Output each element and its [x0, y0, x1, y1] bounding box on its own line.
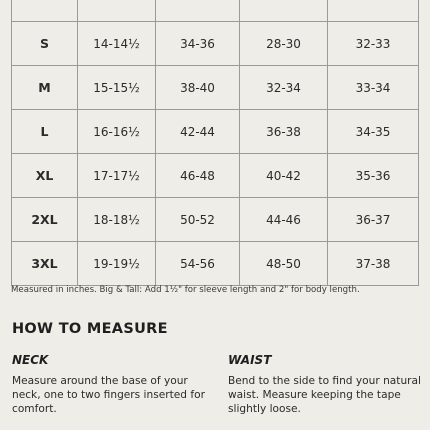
neck-heading: NECK	[12, 353, 49, 367]
chest-cell: 54-56	[156, 242, 240, 286]
waist-cell: 32-34	[240, 66, 328, 110]
header-chest	[156, 0, 240, 22]
size-cell: S	[12, 22, 78, 66]
neck-instructions: Measure around the base of your neck, one to two fingers inserted for comfort.	[12, 375, 205, 415]
neck-cell: 14-14½	[78, 22, 156, 66]
sleeve-cell: 35-36	[328, 154, 419, 198]
table-row	[12, 110, 419, 154]
sleeve-cell: 32-33	[328, 22, 419, 66]
table-row	[12, 66, 419, 110]
waist-instructions: Bend to the side to find your natural waist. Measure keeping the tape slightly loose.	[228, 375, 421, 415]
table-row	[12, 198, 419, 242]
sleeve-cell: 36-37	[328, 198, 419, 242]
chest-cell: 46-48	[156, 154, 240, 198]
size-cell: L	[12, 110, 78, 154]
sleeve-cell: 34-35	[328, 110, 419, 154]
size-cell: M	[12, 66, 78, 110]
table-row	[12, 22, 419, 66]
waist-cell: 40-42	[240, 154, 328, 198]
size-cell: 3XL	[12, 242, 78, 286]
table-header-row	[12, 0, 419, 22]
sleeve-cell: 33-34	[328, 66, 419, 110]
waist-heading: WAIST	[228, 353, 272, 367]
chest-cell: 50-52	[156, 198, 240, 242]
waist-cell: 36-38	[240, 110, 328, 154]
chest-cell: 42-44	[156, 110, 240, 154]
waist-cell: 28-30	[240, 22, 328, 66]
size-chart-table	[11, 0, 419, 286]
how-to-measure-heading: HOW TO MEASURE	[12, 321, 168, 337]
neck-cell: 17-17½	[78, 154, 156, 198]
chest-cell: 34-36	[156, 22, 240, 66]
header-neck	[78, 0, 156, 22]
size-cell: XL	[12, 154, 78, 198]
table-row	[12, 242, 419, 286]
waist-cell: 48-50	[240, 242, 328, 286]
waist-cell: 44-46	[240, 198, 328, 242]
header-waist	[240, 0, 328, 22]
chest-cell: 38-40	[156, 66, 240, 110]
neck-cell: 15-15½	[78, 66, 156, 110]
header-size	[12, 0, 78, 22]
table-row	[12, 154, 419, 198]
neck-cell: 19-19½	[78, 242, 156, 286]
header-sleeve	[328, 0, 419, 22]
measurement-note: Measured in inches. Big & Tall: Add 1½" for sleeve length and 2" for body length.	[11, 285, 360, 295]
size-cell: 2XL	[12, 198, 78, 242]
neck-cell: 18-18½	[78, 198, 156, 242]
neck-cell: 16-16½	[78, 110, 156, 154]
sleeve-cell: 37-38	[328, 242, 419, 286]
